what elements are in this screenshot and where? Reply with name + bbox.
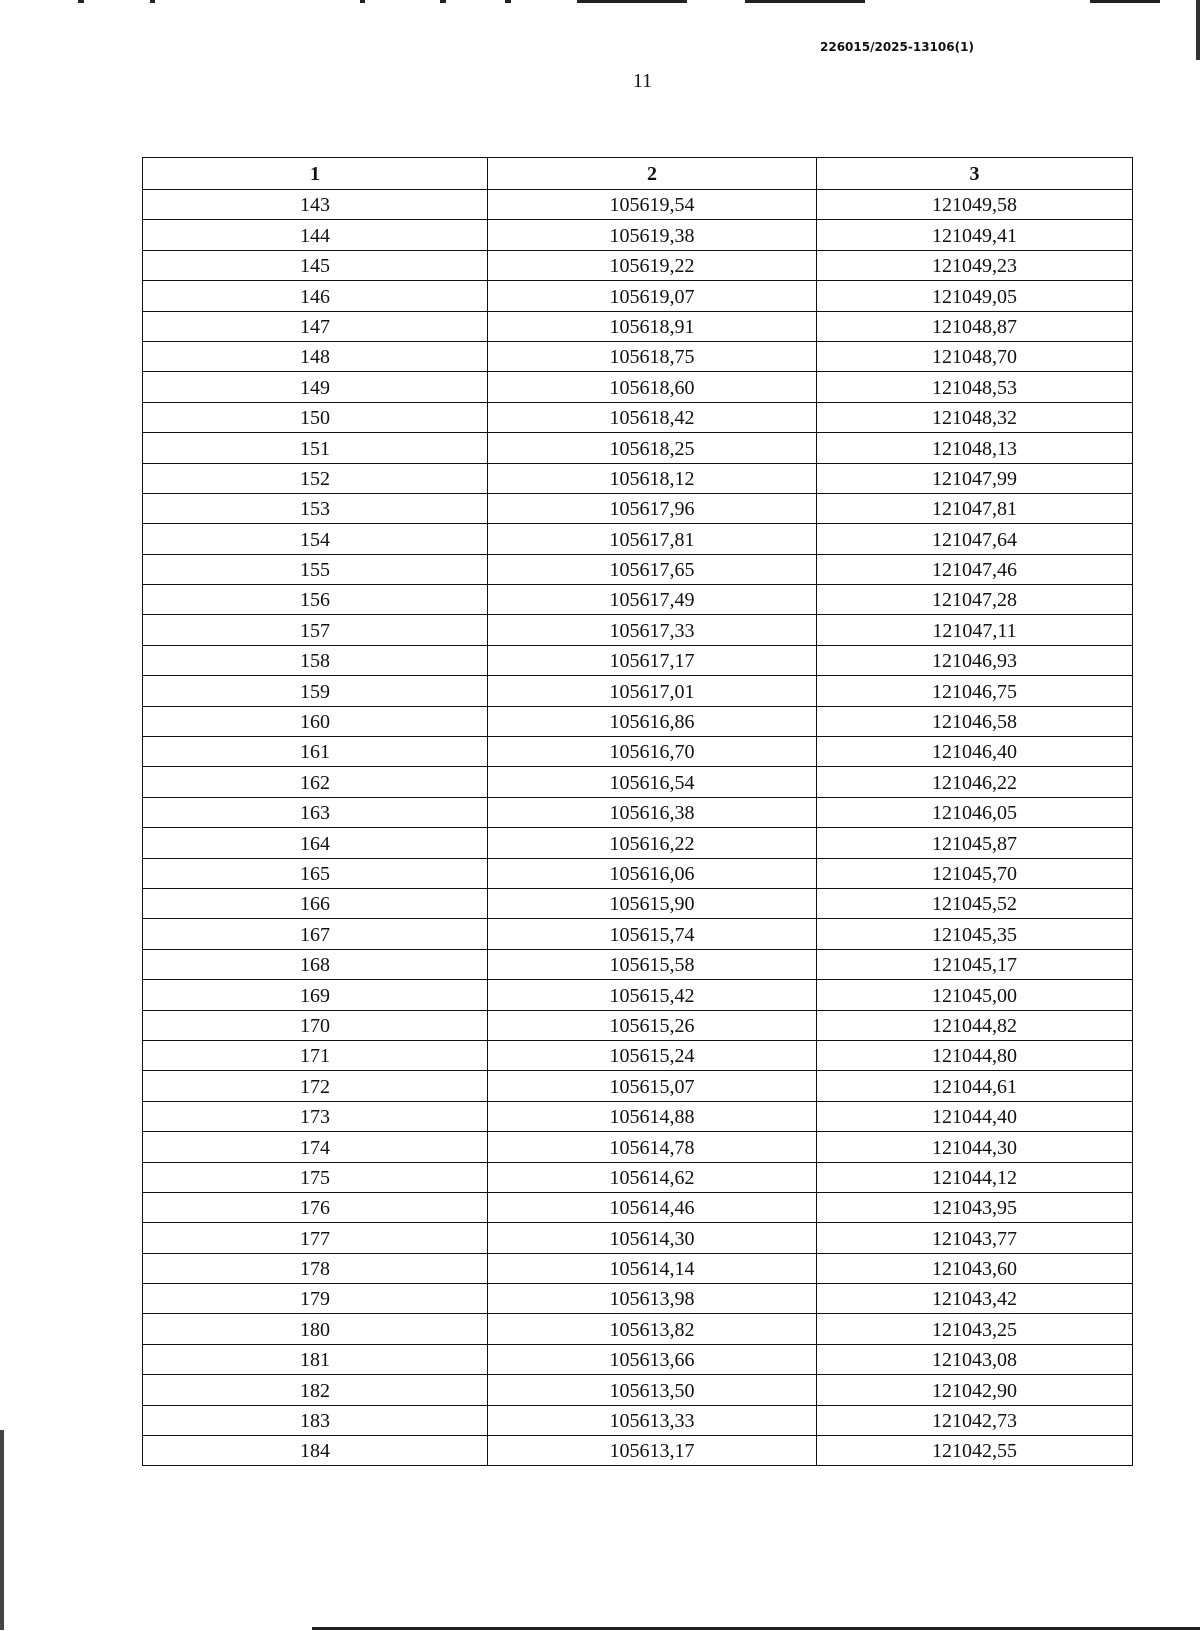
x-coordinate-cell: 105617,33 — [488, 615, 817, 645]
point-number-cell: 145 — [143, 250, 488, 280]
point-number-cell: 143 — [143, 190, 488, 220]
scan-mark — [577, 0, 687, 3]
y-coordinate-cell: 121046,93 — [817, 645, 1133, 675]
table-row — [143, 1010, 1133, 1040]
point-number-cell: 148 — [143, 341, 488, 371]
point-number-cell: 149 — [143, 372, 488, 402]
y-coordinate-cell: 121047,81 — [817, 493, 1133, 523]
scan-left-edge — [0, 1430, 4, 1630]
y-coordinate-cell: 121046,75 — [817, 676, 1133, 706]
y-coordinate-cell: 121045,17 — [817, 949, 1133, 979]
table-row — [143, 615, 1133, 645]
page-number: 11 — [632, 70, 653, 92]
table-row — [143, 737, 1133, 767]
y-coordinate-cell: 121048,32 — [817, 402, 1133, 432]
x-coordinate-cell: 105617,01 — [488, 676, 817, 706]
y-coordinate-cell: 121047,11 — [817, 615, 1133, 645]
table-row — [143, 858, 1133, 888]
point-number-cell: 179 — [143, 1284, 488, 1314]
table-row — [143, 220, 1133, 250]
table-row — [143, 1071, 1133, 1101]
x-coordinate-cell: 105618,42 — [488, 402, 817, 432]
table-row — [143, 1162, 1133, 1192]
point-number-cell: 184 — [143, 1436, 488, 1466]
table-row — [143, 919, 1133, 949]
y-coordinate-cell: 121044,12 — [817, 1162, 1133, 1192]
table-body — [143, 190, 1133, 1466]
table-row — [143, 767, 1133, 797]
x-coordinate-cell: 105616,22 — [488, 828, 817, 858]
x-coordinate-cell: 105615,26 — [488, 1010, 817, 1040]
y-coordinate-cell: 121049,58 — [817, 190, 1133, 220]
y-coordinate-cell: 121045,35 — [817, 919, 1133, 949]
scan-mark — [440, 0, 446, 3]
x-coordinate-cell: 105617,65 — [488, 554, 817, 584]
x-coordinate-cell: 105613,33 — [488, 1405, 817, 1435]
table-row — [143, 402, 1133, 432]
table-row — [143, 1344, 1133, 1374]
y-coordinate-cell: 121046,05 — [817, 797, 1133, 827]
table-row — [143, 1192, 1133, 1222]
x-coordinate-cell: 105619,22 — [488, 250, 817, 280]
x-coordinate-cell: 105618,91 — [488, 311, 817, 341]
point-number-cell: 159 — [143, 676, 488, 706]
point-number-cell: 165 — [143, 858, 488, 888]
point-number-cell: 168 — [143, 949, 488, 979]
scan-top-edge-marks — [0, 0, 1200, 10]
y-coordinate-cell: 121047,28 — [817, 585, 1133, 615]
y-coordinate-cell: 121045,52 — [817, 888, 1133, 918]
table-row — [143, 797, 1133, 827]
y-coordinate-cell: 121044,82 — [817, 1010, 1133, 1040]
point-number-cell: 175 — [143, 1162, 488, 1192]
y-coordinate-cell: 121043,77 — [817, 1223, 1133, 1253]
point-number-cell: 163 — [143, 797, 488, 827]
x-coordinate-cell: 105614,46 — [488, 1192, 817, 1222]
x-coordinate-cell: 105615,58 — [488, 949, 817, 979]
column-header: 3 — [817, 158, 1133, 190]
x-coordinate-cell: 105616,54 — [488, 767, 817, 797]
point-number-cell: 164 — [143, 828, 488, 858]
y-coordinate-cell: 121043,25 — [817, 1314, 1133, 1344]
x-coordinate-cell: 105613,66 — [488, 1344, 817, 1374]
table-row — [143, 1132, 1133, 1162]
x-coordinate-cell: 105617,17 — [488, 645, 817, 675]
table-row — [143, 463, 1133, 493]
y-coordinate-cell: 121044,30 — [817, 1132, 1133, 1162]
table-row — [143, 888, 1133, 918]
y-coordinate-cell: 121043,60 — [817, 1253, 1133, 1283]
x-coordinate-cell: 105616,06 — [488, 858, 817, 888]
point-number-cell: 155 — [143, 554, 488, 584]
y-coordinate-cell: 121046,40 — [817, 737, 1133, 767]
x-coordinate-cell: 105616,86 — [488, 706, 817, 736]
y-coordinate-cell: 121044,80 — [817, 1040, 1133, 1070]
table-row — [143, 372, 1133, 402]
point-number-cell: 161 — [143, 737, 488, 767]
point-number-cell: 153 — [143, 493, 488, 523]
point-number-cell: 144 — [143, 220, 488, 250]
table-row — [143, 706, 1133, 736]
point-number-cell: 183 — [143, 1405, 488, 1435]
table-row — [143, 585, 1133, 615]
x-coordinate-cell: 105619,07 — [488, 281, 817, 311]
point-number-cell: 167 — [143, 919, 488, 949]
table-row — [143, 1101, 1133, 1131]
x-coordinate-cell: 105613,82 — [488, 1314, 817, 1344]
y-coordinate-cell: 121048,53 — [817, 372, 1133, 402]
column-header: 1 — [143, 158, 488, 190]
table-row — [143, 190, 1133, 220]
point-number-cell: 154 — [143, 524, 488, 554]
scan-mark — [360, 0, 365, 3]
x-coordinate-cell: 105618,60 — [488, 372, 817, 402]
table-row — [143, 554, 1133, 584]
point-number-cell: 170 — [143, 1010, 488, 1040]
scan-bottom-line — [312, 1627, 1200, 1630]
table-row — [143, 676, 1133, 706]
table-row — [143, 250, 1133, 280]
point-number-cell: 156 — [143, 585, 488, 615]
y-coordinate-cell: 121049,41 — [817, 220, 1133, 250]
scan-mark — [1090, 0, 1160, 3]
x-coordinate-cell: 105616,70 — [488, 737, 817, 767]
point-number-cell: 157 — [143, 615, 488, 645]
point-number-cell: 180 — [143, 1314, 488, 1344]
table-row — [143, 949, 1133, 979]
y-coordinate-cell: 121042,55 — [817, 1436, 1133, 1466]
x-coordinate-cell: 105617,49 — [488, 585, 817, 615]
y-coordinate-cell: 121047,64 — [817, 524, 1133, 554]
y-coordinate-cell: 121045,87 — [817, 828, 1133, 858]
scan-mark — [150, 0, 155, 3]
x-coordinate-cell: 105615,90 — [488, 888, 817, 918]
column-header: 2 — [488, 158, 817, 190]
y-coordinate-cell: 121048,70 — [817, 341, 1133, 371]
scan-mark — [745, 0, 865, 3]
point-number-cell: 162 — [143, 767, 488, 797]
table-row — [143, 311, 1133, 341]
table-row — [143, 1375, 1133, 1405]
coordinates-table — [142, 157, 1133, 1466]
point-number-cell: 158 — [143, 645, 488, 675]
y-coordinate-cell: 121047,99 — [817, 463, 1133, 493]
point-number-cell: 176 — [143, 1192, 488, 1222]
scan-mark — [78, 0, 84, 3]
table-row — [143, 1223, 1133, 1253]
table-row — [143, 828, 1133, 858]
x-coordinate-cell: 105618,75 — [488, 341, 817, 371]
x-coordinate-cell: 105619,54 — [488, 190, 817, 220]
table-row — [143, 1436, 1133, 1466]
x-coordinate-cell: 105614,14 — [488, 1253, 817, 1283]
x-coordinate-cell: 105614,62 — [488, 1162, 817, 1192]
document-number: 226015/2025-13106(1) — [820, 40, 974, 54]
x-coordinate-cell: 105615,42 — [488, 980, 817, 1010]
table-row — [143, 1405, 1133, 1435]
point-number-cell: 152 — [143, 463, 488, 493]
x-coordinate-cell: 105618,25 — [488, 433, 817, 463]
y-coordinate-cell: 121045,00 — [817, 980, 1133, 1010]
table-row — [143, 493, 1133, 523]
point-number-cell: 150 — [143, 402, 488, 432]
y-coordinate-cell: 121043,42 — [817, 1284, 1133, 1314]
point-number-cell: 177 — [143, 1223, 488, 1253]
table-row — [143, 1253, 1133, 1283]
y-coordinate-cell: 121043,95 — [817, 1192, 1133, 1222]
point-number-cell: 173 — [143, 1101, 488, 1131]
y-coordinate-cell: 121042,90 — [817, 1375, 1133, 1405]
table-row — [143, 980, 1133, 1010]
scan-right-edge — [1196, 0, 1200, 60]
point-number-cell: 166 — [143, 888, 488, 918]
table-row — [143, 281, 1133, 311]
x-coordinate-cell: 105614,30 — [488, 1223, 817, 1253]
x-coordinate-cell: 105614,78 — [488, 1132, 817, 1162]
table-row — [143, 1314, 1133, 1344]
y-coordinate-cell: 121045,70 — [817, 858, 1133, 888]
y-coordinate-cell: 121046,22 — [817, 767, 1133, 797]
table-header-row — [143, 158, 1133, 190]
point-number-cell: 174 — [143, 1132, 488, 1162]
y-coordinate-cell: 121046,58 — [817, 706, 1133, 736]
x-coordinate-cell: 105614,88 — [488, 1101, 817, 1131]
point-number-cell: 146 — [143, 281, 488, 311]
x-coordinate-cell: 105613,98 — [488, 1284, 817, 1314]
point-number-cell: 151 — [143, 433, 488, 463]
y-coordinate-cell: 121044,40 — [817, 1101, 1133, 1131]
table-row — [143, 433, 1133, 463]
x-coordinate-cell: 105618,12 — [488, 463, 817, 493]
point-number-cell: 160 — [143, 706, 488, 736]
y-coordinate-cell: 121044,61 — [817, 1071, 1133, 1101]
point-number-cell: 169 — [143, 980, 488, 1010]
x-coordinate-cell: 105615,07 — [488, 1071, 817, 1101]
point-number-cell: 178 — [143, 1253, 488, 1283]
y-coordinate-cell: 121047,46 — [817, 554, 1133, 584]
point-number-cell: 172 — [143, 1071, 488, 1101]
y-coordinate-cell: 121049,23 — [817, 250, 1133, 280]
x-coordinate-cell: 105615,74 — [488, 919, 817, 949]
x-coordinate-cell: 105616,38 — [488, 797, 817, 827]
table-row — [143, 1284, 1133, 1314]
y-coordinate-cell: 121048,13 — [817, 433, 1133, 463]
x-coordinate-cell: 105613,50 — [488, 1375, 817, 1405]
x-coordinate-cell: 105615,24 — [488, 1040, 817, 1070]
y-coordinate-cell: 121049,05 — [817, 281, 1133, 311]
point-number-cell: 182 — [143, 1375, 488, 1405]
x-coordinate-cell: 105613,17 — [488, 1436, 817, 1466]
point-number-cell: 181 — [143, 1344, 488, 1374]
table-row — [143, 341, 1133, 371]
x-coordinate-cell: 105617,81 — [488, 524, 817, 554]
point-number-cell: 147 — [143, 311, 488, 341]
y-coordinate-cell: 121042,73 — [817, 1405, 1133, 1435]
x-coordinate-cell: 105617,96 — [488, 493, 817, 523]
y-coordinate-cell: 121043,08 — [817, 1344, 1133, 1374]
table-row — [143, 1040, 1133, 1070]
scan-mark — [505, 0, 511, 3]
x-coordinate-cell: 105619,38 — [488, 220, 817, 250]
table-row — [143, 524, 1133, 554]
y-coordinate-cell: 121048,87 — [817, 311, 1133, 341]
point-number-cell: 171 — [143, 1040, 488, 1070]
table-row — [143, 645, 1133, 675]
